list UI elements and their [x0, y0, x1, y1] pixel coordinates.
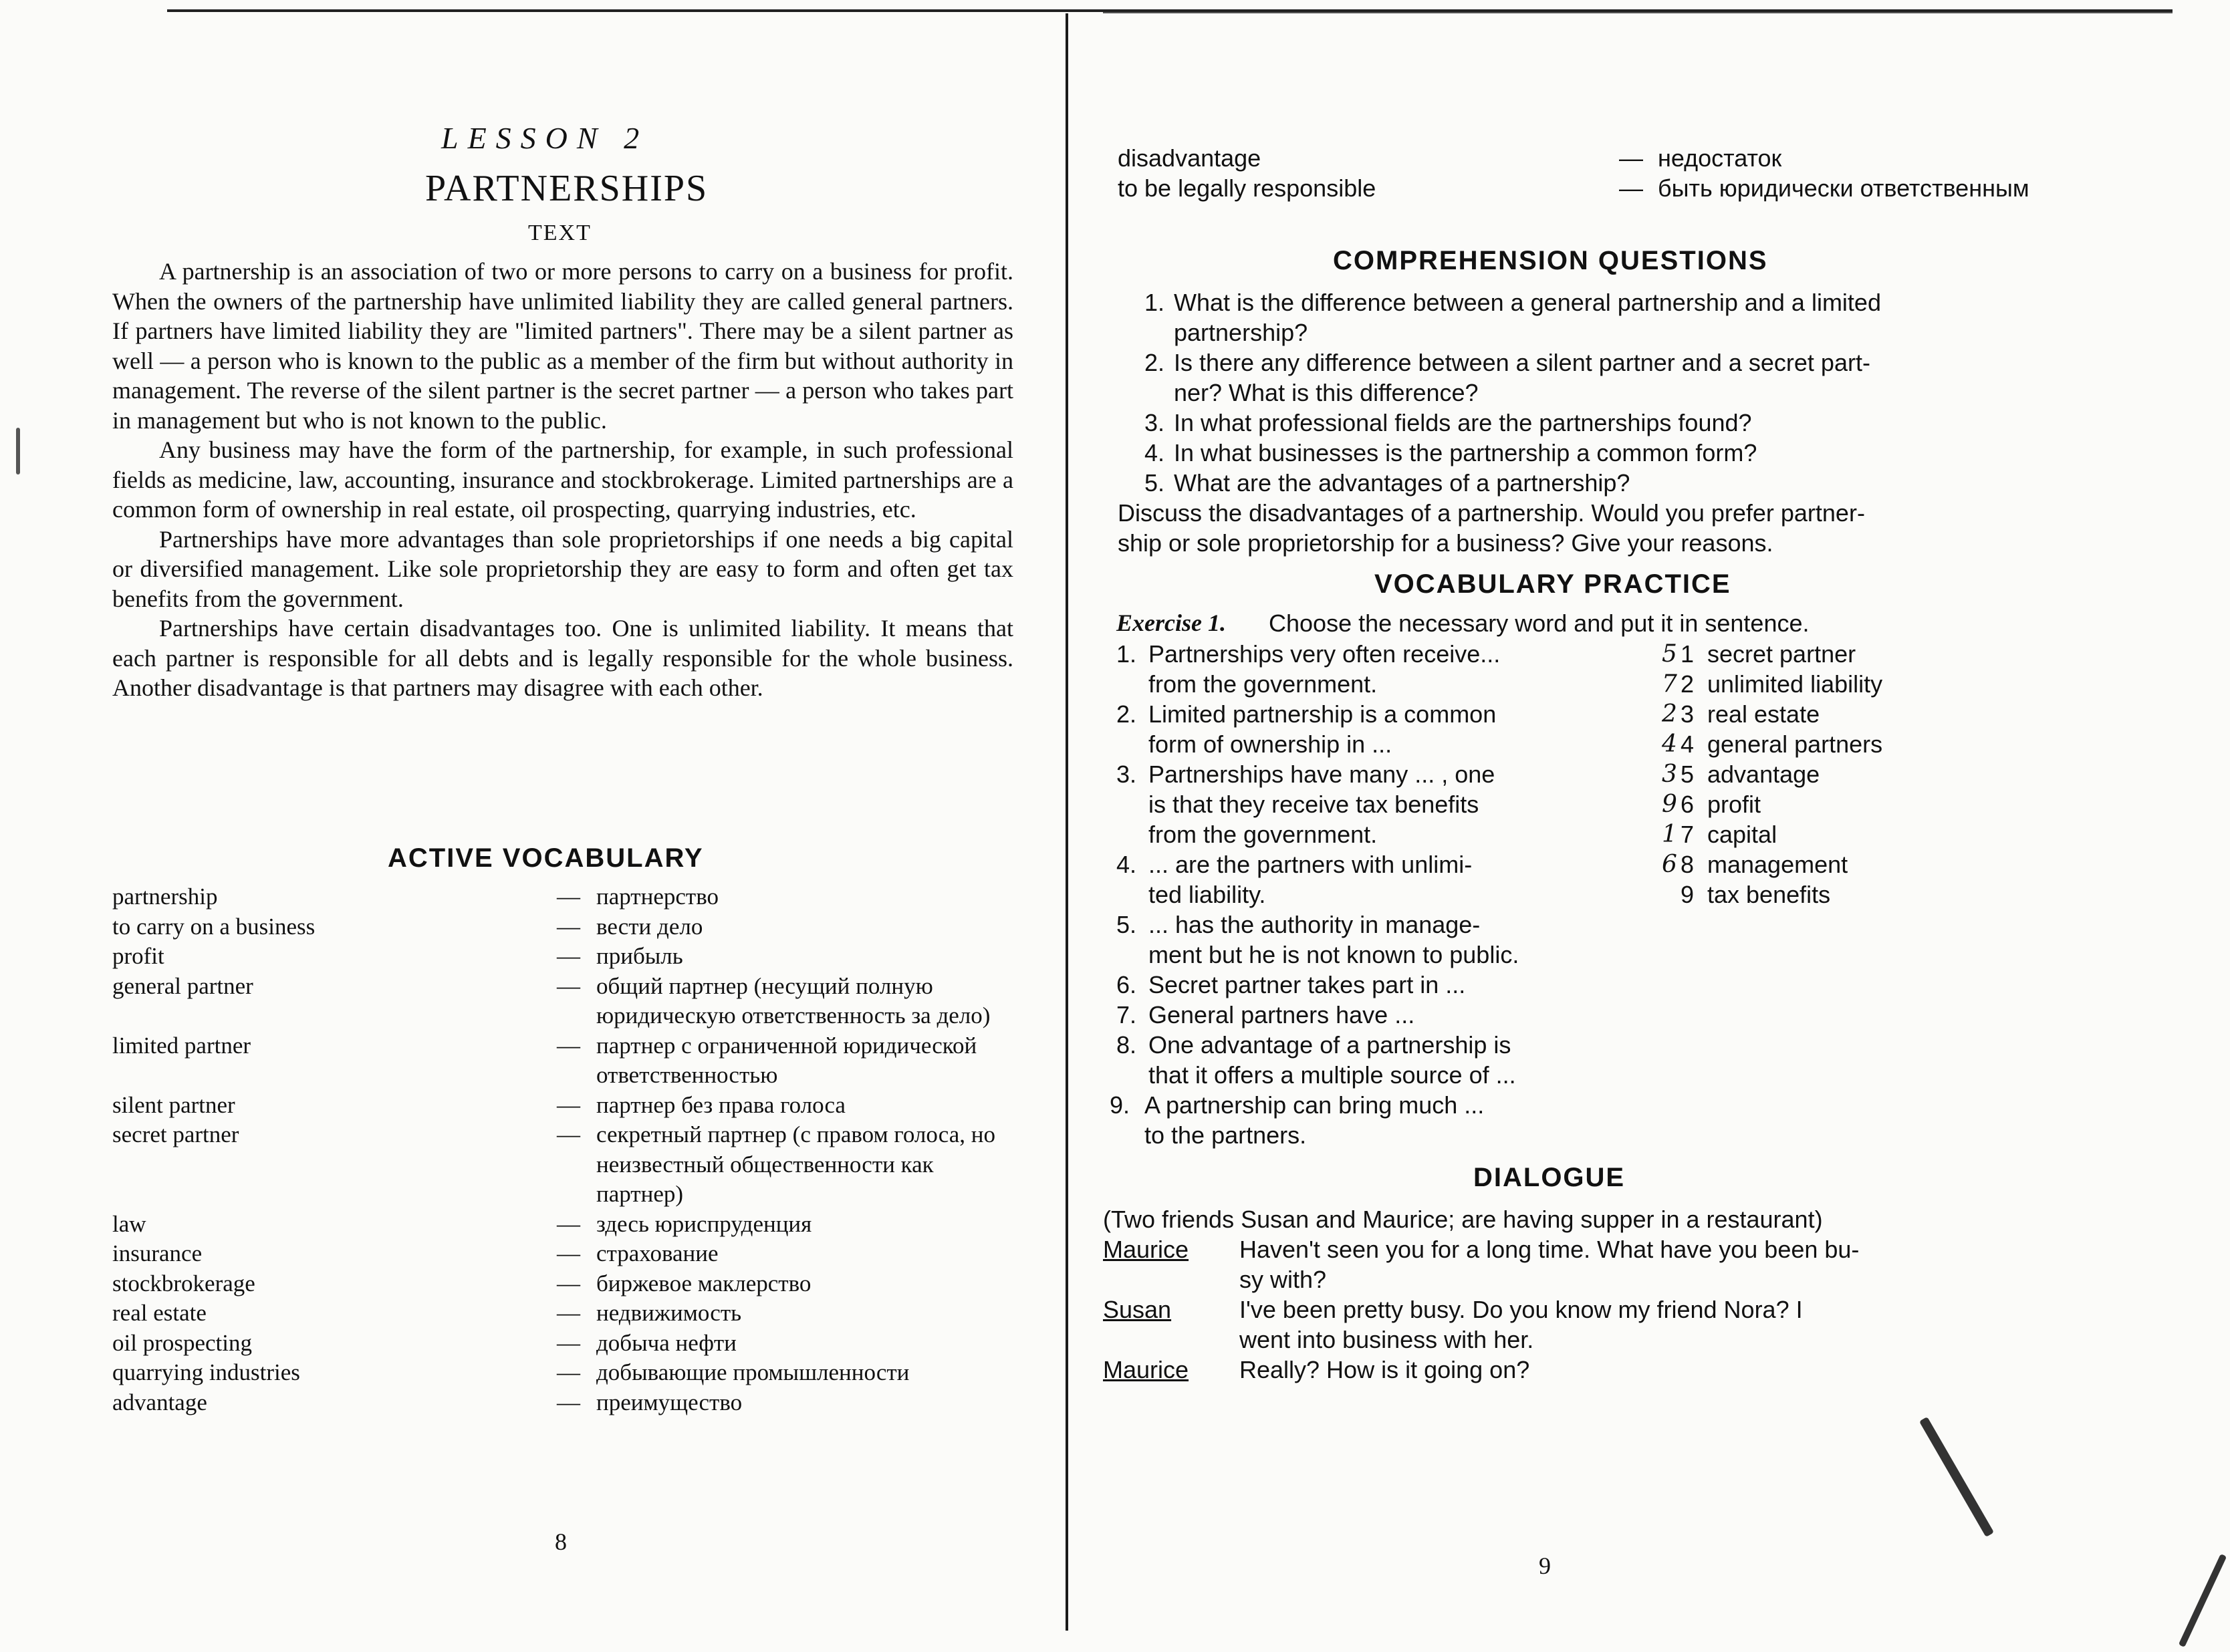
left-page: [0, 0, 1063, 1652]
dialogue-line: went into business with her.: [1239, 1326, 1534, 1353]
sentence-item: 3. Partnerships have many ... , one: [1116, 761, 1495, 788]
word-bank-item: 3 5 advantage: [1662, 761, 1820, 788]
text-label: TEXT: [528, 221, 592, 245]
sentence-item: from the government.: [1148, 670, 1378, 698]
page-title: PARTNERSHIPS: [425, 168, 709, 209]
vocab-row: insurance — страхование: [112, 1240, 719, 1266]
vocab-row: to be legally responsible — быть юридически ответственным: [1118, 174, 2029, 202]
exercise-instruction: [1116, 608, 2159, 638]
exercise-instruction-text: Choose the necessary word and put it in sentence.: [1269, 609, 1810, 637]
paragraph: Any business may have the form of the partnership, for example, in such professional fields as medicine, law, accounting, insurance and stockbrokerage. Limited partnerships are a common form of ownership in real estate, oil prospecting, quarrying industries, etc.: [112, 436, 1013, 523]
word-bank-item: 9 6 profit: [1662, 791, 1761, 818]
sentence-item: is that they receive tax benefits: [1148, 791, 1479, 818]
handwritten-answer: 7: [1662, 670, 1677, 698]
handwritten-answer: 2: [1662, 700, 1677, 728]
word-bank-item: 1 7 capital: [1662, 821, 1777, 848]
handwritten-answer: 1: [1662, 821, 1677, 848]
speaker-name: Maurice: [1103, 1356, 1189, 1383]
word-bank: [1651, 639, 1999, 910]
right-page: [1070, 0, 2230, 1652]
sentence-item: 9. A partnership can bring much ...: [1110, 1091, 1485, 1119]
vocab-row: profit — прибыль: [112, 943, 683, 969]
dialogue-line: sy with?: [1239, 1266, 1327, 1293]
question-item: partnership?: [1174, 319, 1308, 346]
paragraph: A partnership is an association of two or more persons to carry on a business for profit. When the owners of the partnership have unlimited liability they are called general partners. If partners have limited liability they are "limited partners". There may be a silent partner as well — a person who is known to the public as a member of the firm but without authority in management. The reverse of the silent partner is the secret partner — a person who takes part in management but who is not known to the public.: [112, 258, 1013, 434]
vocab-row: advantage — преимущество: [112, 1389, 743, 1415]
paragraph: Partnerships have certain disadvantages too. One is unlimited liability. It means that each partner is responsible for all debts and is legally responsible for the whole business. Another disadvantage is that partners may disagree with each other.: [112, 615, 1013, 701]
dialogue-intro: (Two friends Susan and Maurice; are having supper in a restaurant): [1103, 1206, 1823, 1233]
sentence-item: 4. ... are the partners with unlimi-: [1116, 851, 1473, 878]
vocab-row: to carry on a business — вести дело: [112, 913, 703, 940]
dialogue: [1103, 1204, 2146, 1385]
question-item: ner? What is this difference?: [1174, 379, 1479, 406]
page-number: 8: [555, 1528, 567, 1555]
word-bank-item: 7 2 unlimited liability: [1662, 670, 1883, 698]
sentence-item: from the government.: [1148, 821, 1378, 848]
sentence-item: 2. Limited partnership is a common: [1116, 700, 1497, 728]
sentence-item: form of ownership in ...: [1148, 730, 1392, 758]
lesson-label: LESSON 2: [441, 121, 649, 155]
sentence-item: 7. General partners have ...: [1116, 1001, 1415, 1028]
dialogue-line: Maurice Really? How is it going on?: [1103, 1356, 1530, 1383]
question-item: 2. Is there any difference between a silent partner and a secret part-: [1144, 349, 1870, 376]
handwritten-answer: 3: [1662, 761, 1677, 788]
vocabulary-practice-heading: VOCABULARY PRACTICE: [1374, 569, 1731, 599]
vocab-row: partnership — партнерство: [112, 883, 719, 910]
vocab-row: real estate — недвижимость: [112, 1300, 742, 1326]
sentence-item: ted liability.: [1148, 881, 1266, 908]
word-bank-item: 2 3 real estate: [1662, 700, 1820, 728]
sentence-item: 5. ... has the authority in manage-: [1116, 911, 1481, 938]
question-item: 1. What is the difference between a general partnership and a limited: [1144, 289, 1881, 316]
sentence-item: to the partners.: [1144, 1121, 1307, 1149]
discussion-prompt: ship or sole proprietorship for a business? Give your reasons.: [1118, 529, 1773, 557]
discussion-prompt: Discuss the disadvantages of a partnership. Would you prefer partner-: [1118, 499, 1865, 527]
sentence-item: 6. Secret partner takes part in ...: [1116, 971, 1466, 998]
comprehension-questions: [1118, 287, 2160, 558]
speaker-name: Maurice: [1103, 1236, 1189, 1263]
exercise-label: Exercise 1.: [1116, 609, 1226, 636]
vocab-row: limited partner — партнер с ограниченной юридической ответственностью: [112, 1032, 977, 1088]
paragraph: Partnerships have more advantages than sole proprietorships if one needs a big capital or diversified management. Like sole proprietorship they are easy to form and often get tax benefits from the government.: [112, 525, 1013, 612]
comprehension-questions-heading: COMPREHENSION QUESTIONS: [1333, 246, 1768, 275]
word-bank-item: 5 1 secret partner: [1662, 640, 1856, 668]
book-spine: [1066, 13, 1068, 1631]
active-vocabulary-list: [112, 882, 1015, 1417]
vocab-row: silent partner — партнер без права голоса: [112, 1091, 846, 1118]
active-vocabulary-heading: ACTIVE VOCABULARY: [388, 843, 704, 873]
vocab-row: disadvantage — недостаток: [1118, 144, 1782, 172]
page-number: 9: [1539, 1552, 1551, 1579]
word-bank-item: 4 4 general partners: [1662, 730, 1883, 758]
handwritten-answer: 9: [1662, 791, 1677, 818]
vocab-row: law — здесь юриспруденция: [112, 1210, 812, 1237]
handwritten-answer: 5: [1662, 640, 1677, 668]
exercise-sentences: [1110, 639, 1658, 1150]
question-item: 3. In what professional fields are the partnerships found?: [1144, 409, 1752, 436]
sentence-item: ment but he is not known to public.: [1148, 941, 1519, 968]
vocab-row: secret partner — секретный партнер (с правом голоса, но неизвестный общественности как партнер): [112, 1121, 995, 1207]
dialogue-heading: DIALOGUE: [1473, 1163, 1626, 1192]
lesson-text: [112, 257, 1013, 703]
handwritten-answer: 4: [1662, 730, 1677, 758]
speaker-name: Susan: [1103, 1296, 1172, 1323]
vocab-row: oil prospecting — добыча нефти: [112, 1329, 737, 1356]
dialogue-line: Maurice Haven't seen you for a long time. What have you been bu-: [1103, 1236, 1860, 1263]
question-item: 5. What are the advantages of a partnership?: [1144, 469, 1630, 497]
word-bank-item: 6 8 management: [1662, 851, 1848, 878]
vocab-row: general partner — общий партнер (несущий полную юридическую ответственность за дело): [112, 972, 991, 1028]
vocab-row: stockbrokerage — биржевое маклерство: [112, 1270, 812, 1296]
handwritten-answer: 6: [1662, 851, 1677, 878]
sentence-item: 1. Partnerships very often receive...: [1116, 640, 1501, 668]
word-bank-item: 9 tax benefits: [1681, 881, 1831, 908]
sentence-item: that it offers a multiple source of ...: [1148, 1061, 1516, 1089]
question-item: 4. In what businesses is the partnership a common form?: [1144, 439, 1757, 466]
vocab-row: quarrying industries — добывающие промышленности: [112, 1359, 910, 1385]
vocabulary-continued: [1118, 143, 2154, 233]
sentence-item: 8. One advantage of a partnership is: [1116, 1031, 1511, 1059]
dialogue-line: Susan I've been pretty busy. Do you know my friend Nora? I: [1103, 1296, 1803, 1323]
